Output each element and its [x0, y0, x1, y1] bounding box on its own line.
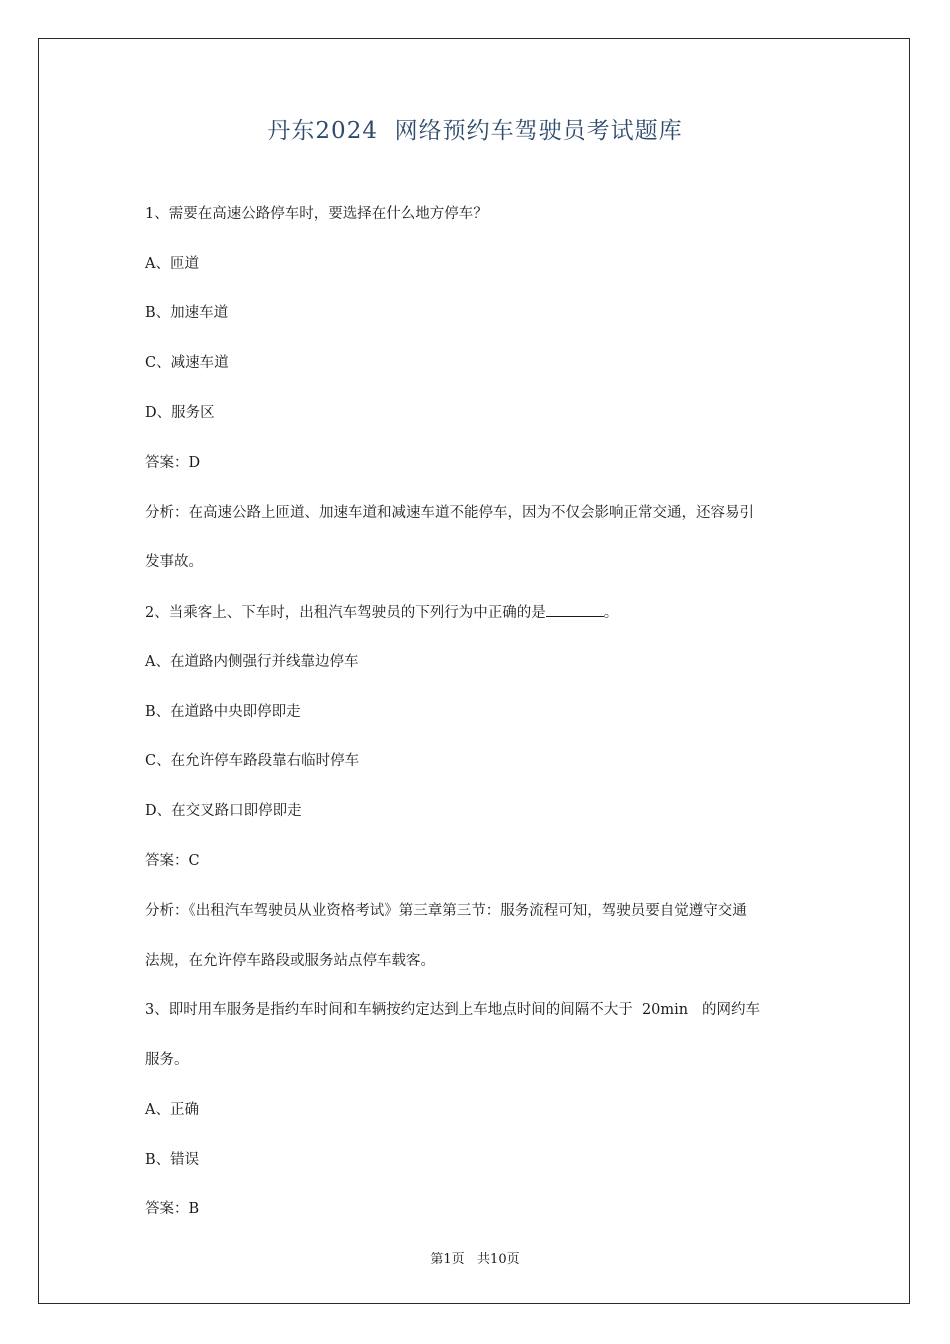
question-1-option-d: D、服务区	[145, 405, 215, 421]
question-1-analysis-line-2: 发事故。	[145, 554, 203, 570]
question-1-text: 1、需要在高速公路停车时，要选择在什么地方停车？	[145, 206, 488, 222]
answer-blank	[546, 602, 604, 617]
question-2-option-a: A、在道路内侧强行并线靠边停车	[145, 654, 359, 670]
question-2-text-suffix: 。	[603, 605, 619, 621]
question-1-analysis-line-1: 分析：在高速公路上匝道、加速车道和减速车道不能停车，因为不仅会影响正常交通，还容易引	[145, 505, 754, 521]
question-3-text-line-2: 服务。	[145, 1052, 189, 1068]
question-2-analysis-line-1: 分析：《出租汽车驾驶员从业资格考试》第三章第三节：服务流程可知，驾驶员要自觉遵守交通	[145, 903, 747, 919]
question-3-text-line-1: 3、即时用车服务是指约车时间和车辆按约定达到上车地点时间的间隔不大于 20min 的网约车	[145, 1002, 760, 1018]
question-1-answer: 答案：D	[145, 455, 201, 471]
question-2-option-d: D、在交叉路口即停即走	[145, 803, 302, 819]
question-3-option-b: B、错误	[145, 1152, 200, 1168]
question-1-option-b: B、加速车道	[145, 305, 229, 321]
page-footer: 第1页 共10页	[430, 1252, 520, 1267]
question-3-option-a: A、正确	[145, 1102, 199, 1118]
question-2-analysis-line-2: 法规，在允许停车路段或服务站点停车载客。	[145, 953, 435, 969]
question-2-text-prefix: 2、当乘客上、下车时，出租汽车驾驶员的下列行为中正确的是	[145, 605, 546, 621]
question-1-option-a: A、匝道	[145, 256, 199, 272]
question-3-answer: 答案：B	[145, 1201, 200, 1217]
question-2-answer: 答案：C	[145, 853, 200, 869]
question-2-text	[145, 602, 815, 623]
question-2-option-b: B、在道路中央即停即走	[145, 704, 301, 720]
document-title: 丹东2024 网络预约车驾驶员考试题库	[267, 118, 683, 144]
question-2-option-c: C、在允许停车路段靠右临时停车	[145, 753, 360, 769]
question-1-option-c: C、减速车道	[145, 355, 229, 371]
